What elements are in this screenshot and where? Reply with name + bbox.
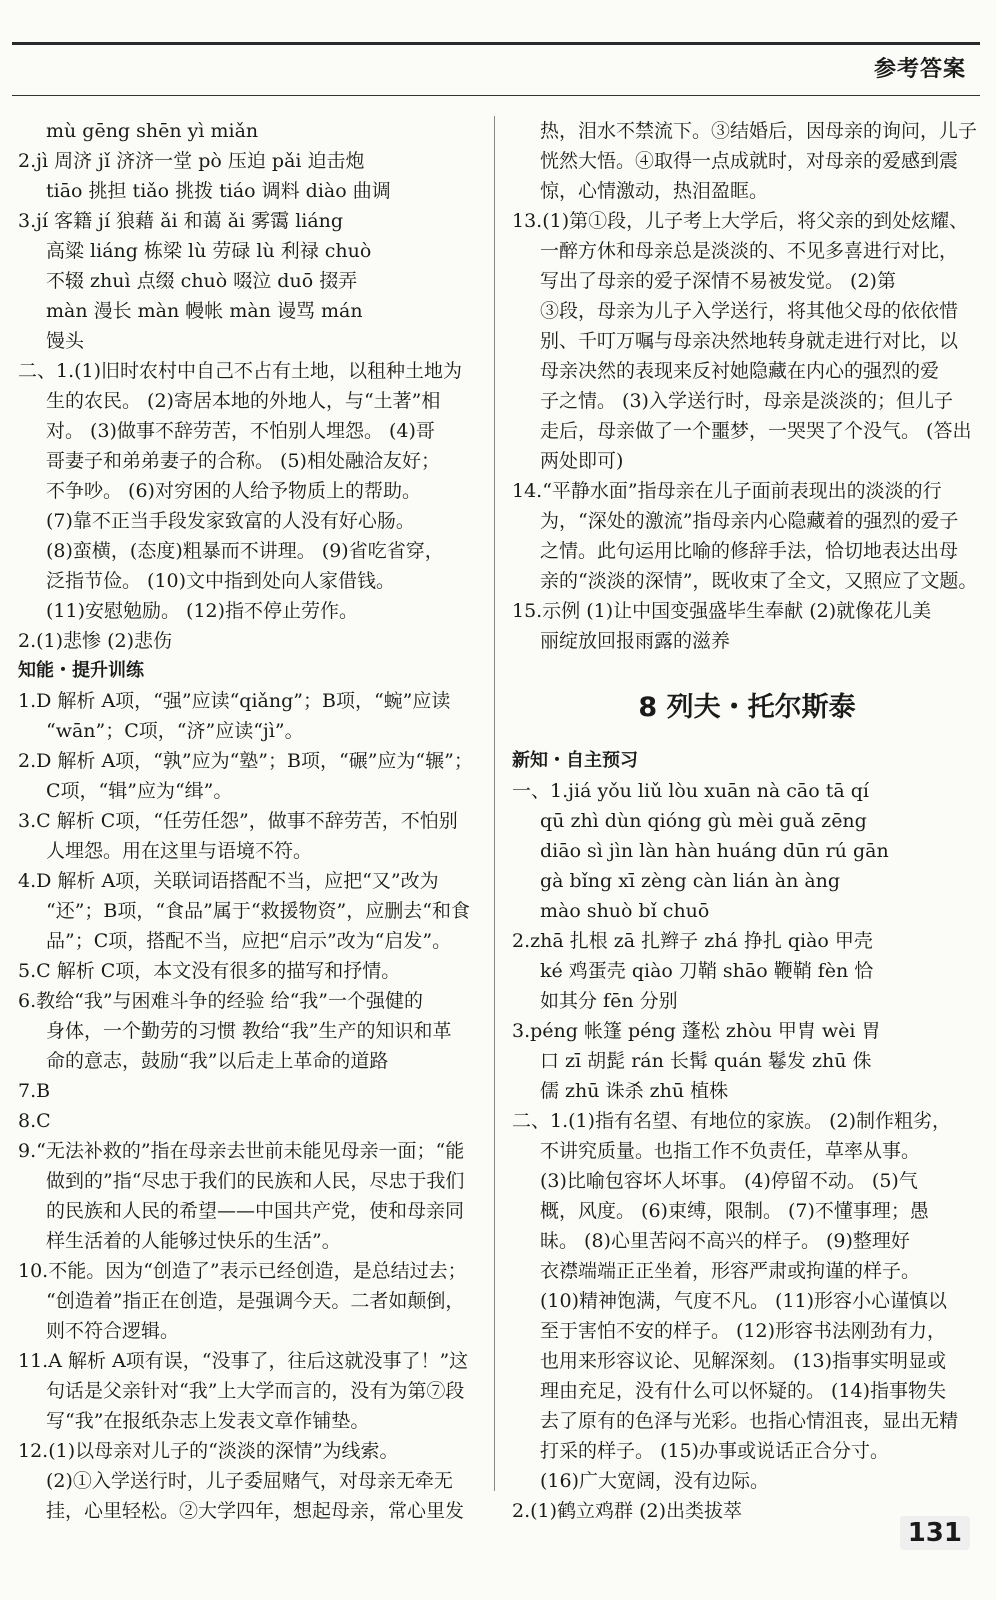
answer-line: (11)安慰勉励。 (12)指不停止劳作。 bbox=[46, 600, 359, 622]
answer-line: 口 zī 胡髭 rán 长髯 quán 鬈发 zhū 侏 bbox=[540, 1050, 872, 1072]
answer-line: 挂，心里轻松。②大学四年，想起母亲，常心里发 bbox=[46, 1500, 465, 1522]
answer-line: mù gēng shēn yì miǎn bbox=[46, 120, 259, 142]
answer-line: 人埋怨。用在这里与语境不符。 bbox=[46, 840, 313, 862]
answer-line: 也用来形容议论、见解深刻。 (13)指事实明显或 bbox=[540, 1350, 947, 1372]
right-column-answers bbox=[512, 116, 982, 656]
answer-line: qū zhì dùn qióng gù mèi guǎ zēng bbox=[540, 810, 867, 832]
answer-line: 则不符合逻辑。 bbox=[46, 1320, 180, 1342]
answer-line: 3.péng 帐篷 péng 蓬松 zhòu 甲胄 wèi 胃 bbox=[512, 1020, 881, 1042]
section-heading: 新知・自主预习 bbox=[512, 750, 638, 771]
answer-line: 别、千叮万嘱与母亲决然地转身就走进行对比，以 bbox=[540, 330, 959, 352]
header-rule-bottom bbox=[12, 95, 980, 96]
answer-line: (2)①入学送行时，儿子委屈赌气，对母亲无牵无 bbox=[46, 1470, 453, 1492]
answer-line: 理由充足，没有什么可以怀疑的。 (14)指事物失 bbox=[540, 1380, 947, 1402]
answer-line: tiāo 挑担 tiǎo 挑拨 tiáo 调料 diào 曲调 bbox=[46, 180, 391, 202]
answer-line: 两处即可) bbox=[540, 450, 624, 472]
answer-line: 身体，一个勤劳的习惯 教给“我”生产的知识和革 bbox=[46, 1020, 452, 1042]
answer-line: 哥妻子和弟弟妻子的合称。 (5)相处融洽友好； bbox=[46, 450, 440, 472]
answer-line: 恍然大悟。④取得一点成就时，对母亲的爱感到震 bbox=[540, 150, 959, 172]
answer-line: 1.D 解析 A项，“强”应读“qiǎng”；B项，“蜿”应读 bbox=[18, 690, 451, 712]
section-heading: 知能・提升训练 bbox=[18, 660, 144, 681]
answer-line: 为，“深处的激流”指母亲内心隐藏着的强烈的爱子 bbox=[540, 510, 959, 532]
answer-line: (3)比喻包容坏人坏事。 (4)停留不动。 (5)气 bbox=[540, 1170, 918, 1192]
answer-line: “创造着”指正在创造，是强调今天。二者如颠倒， bbox=[46, 1290, 465, 1312]
left-column bbox=[18, 116, 480, 1526]
answer-line: 至于害怕不安的样子。 (12)形容书法刚劲有力， bbox=[540, 1320, 947, 1342]
answer-line: (10)精神饱满，气度不凡。 (11)形容小心谨慎以 bbox=[540, 1290, 948, 1312]
answer-line: 之情。此句运用比喻的修辞手法，恰切地表达出母 bbox=[540, 540, 959, 562]
answer-line: 9.“无法补救的”指在母亲去世前未能见母亲一面；“能 bbox=[18, 1140, 465, 1162]
answer-line: 品”；C项，搭配不当，应把“启示”改为“启发”。 bbox=[46, 930, 452, 952]
answer-line: 2.jì 周济 jǐ 济济一堂 pò 压迫 pǎi 迫击炮 bbox=[18, 150, 365, 172]
answer-line: 6.教给“我”与困难斗争的经验 给“我”一个强健的 bbox=[18, 990, 424, 1012]
answer-line: 对。 (3)做事不辞劳苦，不怕别人埋怨。 (4)哥 bbox=[46, 420, 435, 442]
answer-line: 不争吵。 (6)对穷困的人给予物质上的帮助。 bbox=[46, 480, 421, 502]
answer-line: 概，风度。 (6)束缚，限制。 (7)不懂事理；愚 bbox=[540, 1200, 929, 1222]
answer-line: 2.zhā 扎根 zā 扎辫子 zhá 挣扎 qiào 甲壳 bbox=[512, 930, 873, 952]
answer-line: 衣襟端端正正坐着，形容严肃或拘谨的样子。 bbox=[540, 1260, 921, 1282]
answer-line: màn 漫长 màn 幔帐 màn 谩骂 mán bbox=[46, 300, 363, 322]
answer-line: 11.A 解析 A项有误，“没事了，往后这就没事了！”这 bbox=[18, 1350, 469, 1372]
answer-line: 昧。 (8)心里苦闷不高兴的样子。 (9)整理好 bbox=[540, 1230, 910, 1252]
answer-line: 13.(1)第①段，儿子考上大学后，将父亲的到处炫耀、 bbox=[512, 210, 969, 232]
answer-line: 泛指节俭。 (10)文中指到处向人家借钱。 bbox=[46, 570, 396, 592]
answer-line: gà bǐng xī zèng càn lián àn àng bbox=[540, 870, 841, 892]
answer-line: 7.B bbox=[18, 1080, 51, 1102]
answer-line: 打采的样子。 (15)办事或说话正合分寸。 bbox=[540, 1440, 890, 1462]
answer-line: 10.不能。因为“创造了”表示已经创造，是总结过去； bbox=[18, 1260, 467, 1282]
answer-line: “还”；B项，“食品”属于“救援物资”，应删去“和食 bbox=[46, 900, 470, 922]
answer-line: 二、1.(1)指有名望、有地位的家族。 (2)制作粗劣， bbox=[512, 1110, 951, 1132]
answer-line: “wān”；C项，“济”应读“jì”。 bbox=[46, 720, 304, 742]
answer-line: 走后，母亲做了一个噩梦，一哭哭了个没气。 (答出 bbox=[540, 420, 972, 442]
answer-line: (16)广大宽阔，没有边际。 bbox=[540, 1470, 770, 1492]
answer-line: 丽绽放回报雨露的滋养 bbox=[540, 630, 731, 652]
answer-line: 母亲决然的表现来反衬她隐藏在内心的强烈的爱 bbox=[540, 360, 940, 382]
answer-line: 惊，心情激动，热泪盈眶。 bbox=[540, 180, 769, 202]
answer-line: 样生活着的人能够过快乐的生活”。 bbox=[46, 1230, 341, 1252]
answer-line: 儒 zhū 诛杀 zhū 植株 bbox=[540, 1080, 729, 1102]
answer-line: 的民族和人民的希望——中国共产党，使和母亲同 bbox=[46, 1200, 465, 1222]
answer-line: 写出了母亲的爱子深情不易被发觉。 (2)第 bbox=[540, 270, 896, 292]
answer-line: C项，“辑”应为“缉”。 bbox=[46, 780, 233, 802]
answer-line: 一、1.jiá yǒu liǔ lòu xuān nà cāo tā qí bbox=[512, 780, 869, 802]
page-number: 131 bbox=[900, 1516, 970, 1550]
answer-line: 做到的”指“尽忠于我们的民族和人民，尽忠于我们 bbox=[46, 1170, 465, 1192]
answer-line: 4.D 解析 A项，关联词语搭配不当，应把“又”改为 bbox=[18, 870, 439, 892]
answer-line: 3.jí 客籍 jí 狼藉 ǎi 和蔼 ǎi 雾霭 liáng bbox=[18, 210, 344, 232]
answer-line: 3.C 解析 C项，“任劳任怨”，做事不辞劳苦，不怕别 bbox=[18, 810, 458, 832]
answer-line: 不辍 zhuì 点缀 chuò 啜泣 duō 掇弄 bbox=[46, 270, 358, 292]
page-header-title: 参考答案 bbox=[873, 57, 966, 82]
answer-line: 2.(1)鹤立鸡群 (2)出类拔萃 bbox=[512, 1500, 742, 1522]
right-column-preview bbox=[512, 746, 982, 1526]
answer-line: ké 鸡蛋壳 qiào 刀鞘 shāo 鞭鞘 fèn 恰 bbox=[540, 960, 874, 982]
answer-line: (7)靠不正当手段发家致富的人没有好心肠。 bbox=[46, 510, 415, 532]
right-column bbox=[512, 116, 982, 1526]
answer-line: 句话是父亲针对“我”上大学而言的，没有为第⑦段 bbox=[46, 1380, 465, 1402]
chapter-title: 8 列夫・托尔斯泰 bbox=[638, 692, 856, 723]
answer-line: 馒头 bbox=[46, 330, 85, 352]
answer-line: 2.(1)悲惨 (2)悲伤 bbox=[18, 630, 172, 652]
answer-line: 一醉方休和母亲总是淡淡的、不见多喜进行对比， bbox=[540, 240, 959, 262]
answer-line: 15.示例 (1)让中国变强盛毕生奉献 (2)就像花儿美 bbox=[512, 600, 932, 622]
answer-line: 2.D 解析 A项，“孰”应为“塾”；B项，“碾”应为“辗”； bbox=[18, 750, 473, 772]
answer-line: 高粱 liáng 栋梁 lù 劳碌 lù 利禄 chuò bbox=[46, 240, 372, 262]
answer-line: 14.“平静水面”指母亲在儿子面前表现出的淡淡的行 bbox=[512, 480, 942, 502]
answer-line: 二、1.(1)旧时农村中自己不占有土地，以租种土地为 bbox=[18, 360, 463, 382]
header-rule-top bbox=[12, 42, 980, 45]
answer-line: (8)蛮横，(态度)粗暴而不讲理。 (9)省吃省穿， bbox=[46, 540, 444, 562]
answer-line: 生的农民。 (2)寄居本地的外地人，与“土著”相 bbox=[46, 390, 441, 412]
answer-line: 写“我”在报纸杂志上发表文章作铺垫。 bbox=[46, 1410, 370, 1432]
answer-line: 8.C bbox=[18, 1110, 51, 1132]
answer-line: 如其分 fēn 分别 bbox=[540, 990, 678, 1012]
answer-line: 命的意志，鼓励“我”以后走上革命的道路 bbox=[46, 1050, 389, 1072]
answer-line: 热，泪水不禁流下。③结婚后，因母亲的询问，儿子 bbox=[540, 120, 978, 142]
answer-line: diāo sì jìn làn hàn huáng dūn rú gān bbox=[540, 840, 889, 862]
answer-line: 去了原有的色泽与光彩。也指心情沮丧，显出无精 bbox=[540, 1410, 959, 1432]
answer-line: ③段，母亲为儿子入学送行，将其他父母的依依惜 bbox=[540, 300, 959, 322]
column-divider bbox=[494, 116, 495, 1491]
answer-line: mào shuò bǐ chuō bbox=[540, 900, 710, 922]
answer-line: 12.(1)以母亲对儿子的“淡淡的深情”为线索。 bbox=[18, 1440, 399, 1462]
answer-line: 不讲究质量。也指工作不负责任，草率从事。 bbox=[540, 1140, 921, 1162]
answer-line: 子之情。 (3)入学送行时，母亲是淡淡的；但儿子 bbox=[540, 390, 953, 412]
answer-line: 亲的“淡淡的深情”，既收束了全文，又照应了文题。 bbox=[540, 570, 978, 592]
answer-line: 5.C 解析 C项，本文没有很多的描写和抒情。 bbox=[18, 960, 401, 982]
